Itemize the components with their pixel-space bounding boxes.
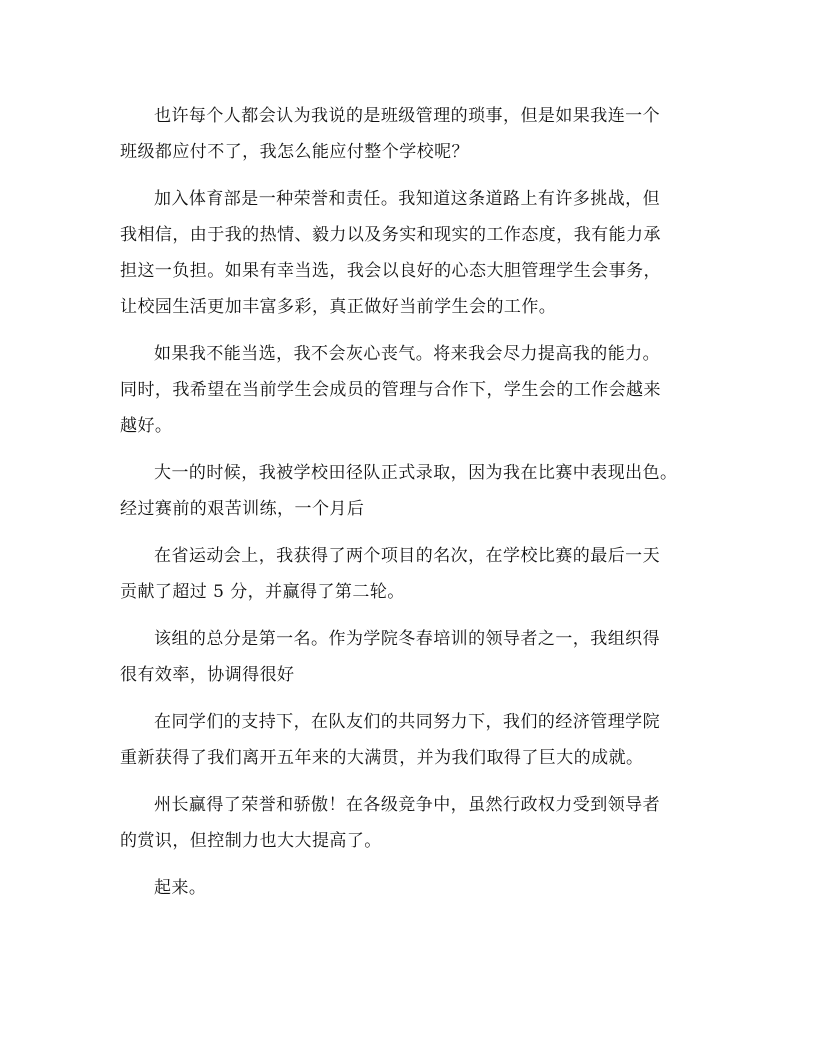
text-line: 班级都应付不了，我怎么能应付整个学校呢？ — [120, 142, 469, 162]
text-line: 贡献了超过 5 分，并赢得了第二轮。 — [120, 582, 405, 602]
text-line: 让校园生活更加丰富多彩，真正做好当前学生会的工作。 — [120, 297, 557, 317]
paragraph-6 — [120, 621, 706, 693]
text-line: 州长赢得了荣誉和骄傲！在各级竞争中，虽然行政权力受到领导者 — [154, 795, 661, 815]
paragraph-4 — [120, 455, 706, 527]
text-line: 我相信，由于我的热情、毅力以及务实和现实的工作态度，我有能力承 — [120, 225, 661, 245]
paragraph-1 — [120, 98, 706, 170]
text-line: 大一的时候，我被学校田径队正式录取，因为我在比赛中表现出色。 — [154, 463, 678, 483]
text-line: 加入体育部是一种荣誉和责任。我知道这条道路上有许多挑战，但 — [154, 189, 661, 209]
text-line: 如果我不能当选，我不会灰心丧气。将来我会尽力提高我的能力。 — [154, 344, 661, 364]
paragraph-3 — [120, 336, 706, 444]
text-line: 在同学们的支持下，在队友们的共同努力下，我们的经济管理学院 — [154, 712, 661, 732]
text-line: 很有效率，协调得很好 — [120, 665, 295, 685]
paragraph-7 — [120, 704, 706, 776]
text-line: 的赏识，但控制力也大大提高了。 — [120, 831, 382, 851]
text-line: 在省运动会上，我获得了两个项目的名次，在学校比赛的最后一天 — [154, 546, 661, 566]
paragraph-2 — [120, 181, 706, 325]
paragraph-9 — [120, 870, 706, 906]
text-line: 该组的总分是第一名。作为学院冬春培训的领导者之一，我组织得 — [154, 629, 661, 649]
text-line: 重新获得了我们离开五年来的大满贯，并为我们取得了巨大的成就。 — [120, 748, 644, 768]
text-line: 经过赛前的艰苦训练，一个月后 — [120, 499, 365, 519]
text-line: 同时，我希望在当前学生会成员的管理与合作下，学生会的工作会越来 — [120, 380, 661, 400]
paragraph-8 — [120, 787, 706, 859]
text-line: 担这一负担。如果有幸当选，我会以良好的心态大胆管理学生会事务， — [120, 261, 661, 281]
text-line: 越好。 — [120, 416, 173, 436]
text-line: 起来。 — [154, 878, 207, 898]
paragraph-5 — [120, 538, 706, 610]
text-line: 也许每个人都会认为我说的是班级管理的琐事，但是如果我连一个 — [154, 106, 661, 126]
